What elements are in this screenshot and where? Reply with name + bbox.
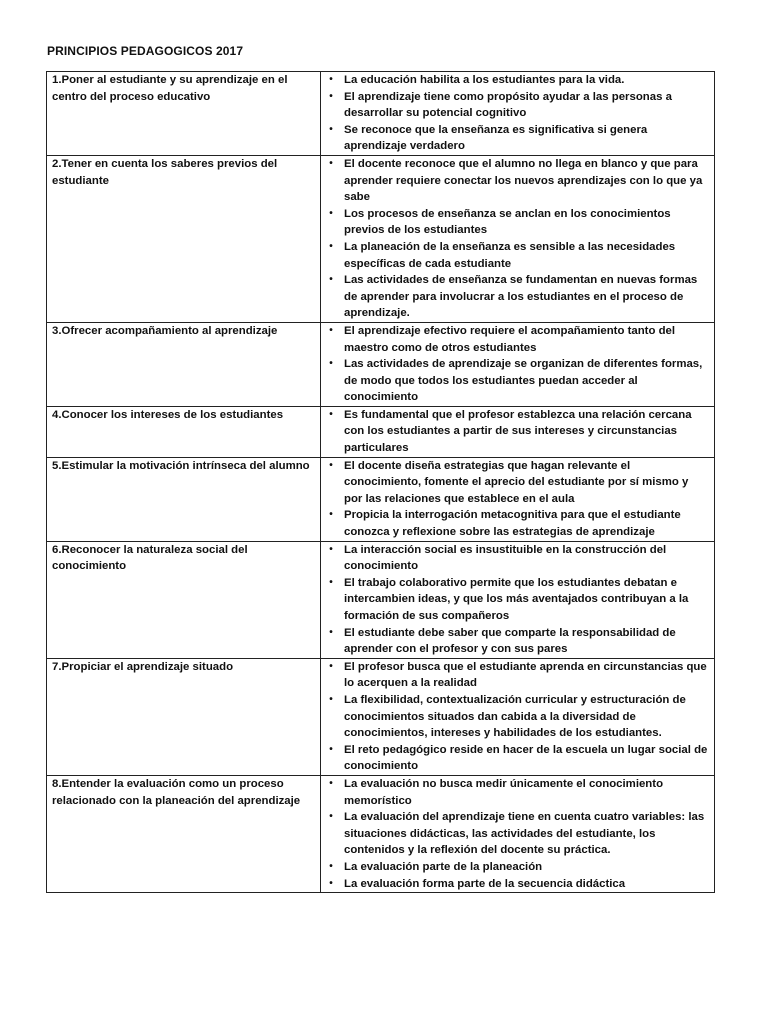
table-row — [47, 541, 715, 658]
principle-cell: 2.Tener en cuenta los saberes previos del estudiante — [47, 155, 321, 322]
bullet-text: La flexibilidad, contextualización curricular y estructuración de conocimientos situados dan cabida a la diversidad de conocimientos, intereses y habilidades de los estudiantes. — [344, 693, 686, 740]
bullet-text: Los procesos de enseñanza se anclan en los conocimientos previos de los estudiantes — [344, 207, 671, 237]
table-row — [47, 457, 715, 541]
list-item — [326, 625, 709, 658]
bullet-text: El docente diseña estrategias que hagan relevante el conocimiento, fomente el aprecio del estudiante por sí mismo y por las relaciones que establece en el aula — [344, 459, 689, 505]
description-cell — [321, 457, 715, 541]
bullet-text: La evaluación del aprendizaje tiene en cuenta cuatro variables: las situaciones didácticas, las actividades del estudiante, los contenidos y la reflexión del docente su práctica. — [344, 811, 705, 857]
bullet-text: El aprendizaje tiene como propósito ayudar a las personas a desarrollar su potencial cognitivo — [344, 90, 672, 120]
list-item — [326, 156, 709, 206]
bullet-list — [326, 542, 709, 658]
bullet-icon: • — [329, 877, 333, 889]
bullet-icon: • — [329, 576, 333, 588]
list-item — [326, 407, 709, 457]
list-item — [326, 692, 709, 742]
bullet-icon: • — [329, 408, 333, 420]
bullet-list — [326, 776, 709, 892]
bullet-text: La evaluación forma parte de la secuencia didáctica — [344, 877, 626, 890]
bullet-icon: • — [329, 240, 333, 252]
bullet-icon: • — [329, 860, 333, 872]
bullet-icon: • — [329, 509, 333, 521]
bullet-icon: • — [329, 324, 333, 336]
list-item — [326, 122, 709, 155]
bullet-icon: • — [329, 811, 333, 823]
table-row — [47, 322, 715, 406]
principle-cell: 3.Ofrecer acompañamiento al aprendizaje — [47, 322, 321, 406]
principles-table — [46, 71, 715, 893]
bullet-list — [326, 72, 709, 155]
bullet-text: La planeación de la enseñanza es sensible a las necesidades específicas de cada estudiante — [344, 240, 676, 270]
bullet-icon: • — [329, 543, 333, 555]
bullet-text: Propicia la interrogación metacognitiva para que el estudiante conozca y reflexione sobre las estrategias de aprendizaje — [344, 509, 681, 539]
list-item — [326, 272, 709, 322]
list-item — [326, 507, 709, 540]
table-row — [47, 658, 715, 775]
principle-cell: 4.Conocer los intereses de los estudiantes — [47, 406, 321, 457]
bullet-icon: • — [329, 90, 333, 102]
bullet-icon: • — [329, 123, 333, 135]
list-item — [326, 859, 709, 876]
bullet-text: El estudiante debe saber que comparte la responsabilidad de aprender con el profesor y con sus pares — [344, 626, 676, 656]
bullet-text: El profesor busca que el estudiante aprenda en circunstancias que lo acerquen a la realidad — [344, 660, 707, 690]
bullet-icon: • — [329, 626, 333, 638]
principle-cell: 5.Estimular la motivación intrínseca del alumno — [47, 457, 321, 541]
principle-cell: 8.Entender la evaluación como un proceso relacionado con la planeación del aprendizaje — [47, 775, 321, 892]
list-item — [326, 239, 709, 272]
principles-table-body — [47, 72, 715, 893]
bullet-text: Se reconoce que la enseñanza es significativa si genera aprendizaje verdadero — [344, 123, 648, 153]
bullet-icon: • — [329, 693, 333, 705]
list-item — [326, 575, 709, 625]
principle-cell: 7.Propiciar el aprendizaje situado — [47, 658, 321, 775]
bullet-list — [326, 323, 709, 406]
list-item — [326, 72, 709, 89]
bullet-text: El aprendizaje efectivo requiere el acompañamiento tanto del maestro como de otros estudiantes — [344, 324, 676, 354]
bullet-list — [326, 659, 709, 775]
bullet-list — [326, 407, 709, 457]
table-row — [47, 775, 715, 892]
bullet-text: Es fundamental que el profesor establezca una relación cercana con los estudiantes a partir de sus intereses y circunstancias particulares — [344, 408, 692, 455]
document-title: PRINCIPIOS PEDAGOGICOS 2017 — [47, 44, 244, 58]
bullet-icon: • — [329, 660, 333, 672]
list-item — [326, 458, 709, 508]
table-row — [47, 406, 715, 457]
list-item — [326, 809, 709, 859]
bullet-icon: • — [329, 459, 333, 471]
description-cell — [321, 322, 715, 406]
principle-cell: 1.Poner al estudiante y su aprendizaje en el centro del proceso educativo — [47, 72, 321, 156]
list-item — [326, 356, 709, 406]
bullet-list — [326, 156, 709, 322]
description-cell — [321, 775, 715, 892]
bullet-icon: • — [329, 274, 333, 286]
bullet-icon: • — [329, 743, 333, 755]
description-cell — [321, 541, 715, 658]
list-item — [326, 659, 709, 692]
description-cell — [321, 658, 715, 775]
bullet-text: La evaluación no busca medir únicamente el conocimiento memorístico — [344, 777, 664, 807]
bullet-text: El trabajo colaborativo permite que los estudiantes debatan e intercambien ideas, y que los más aventajados contribuyan a la formación de sus compañeros — [344, 576, 689, 622]
bullet-icon: • — [329, 207, 333, 219]
bullet-icon: • — [329, 777, 333, 789]
description-cell — [321, 72, 715, 156]
bullet-icon: • — [329, 358, 333, 370]
list-item — [326, 542, 709, 575]
table-row — [47, 72, 715, 156]
list-item — [326, 89, 709, 122]
bullet-text: El docente reconoce que el alumno no llega en blanco y que para aprender requiere conectar los nuevos aprendizajes con lo que ya sabe — [344, 157, 703, 204]
list-item — [326, 206, 709, 239]
description-cell — [321, 155, 715, 322]
bullet-text: Las actividades de aprendizaje se organizan de diferentes formas, de modo que todos los estudiantes puedan acceder al conocimiento — [344, 358, 703, 404]
bullet-icon: • — [329, 157, 333, 169]
principle-cell: 6.Reconocer la naturaleza social del conocimiento — [47, 541, 321, 658]
bullet-list — [326, 458, 709, 541]
bullet-text: El reto pedagógico reside en hacer de la escuela un lugar social de conocimiento — [344, 743, 708, 773]
table-row — [47, 155, 715, 322]
bullet-text: La evaluación parte de la planeación — [344, 860, 543, 873]
bullet-text: La interacción social es insustituible en la construcción del conocimiento — [344, 543, 667, 573]
list-item — [326, 323, 709, 356]
bullet-text: La educación habilita a los estudiantes para la vida. — [344, 74, 625, 86]
list-item — [326, 776, 709, 809]
description-cell — [321, 406, 715, 457]
list-item — [326, 876, 709, 893]
bullet-icon: • — [329, 74, 333, 85]
list-item — [326, 742, 709, 775]
bullet-text: Las actividades de enseñanza se fundamentan en nuevas formas de aprender para involucrar a los estudiantes en el proceso de aprendizaje. — [344, 274, 698, 320]
